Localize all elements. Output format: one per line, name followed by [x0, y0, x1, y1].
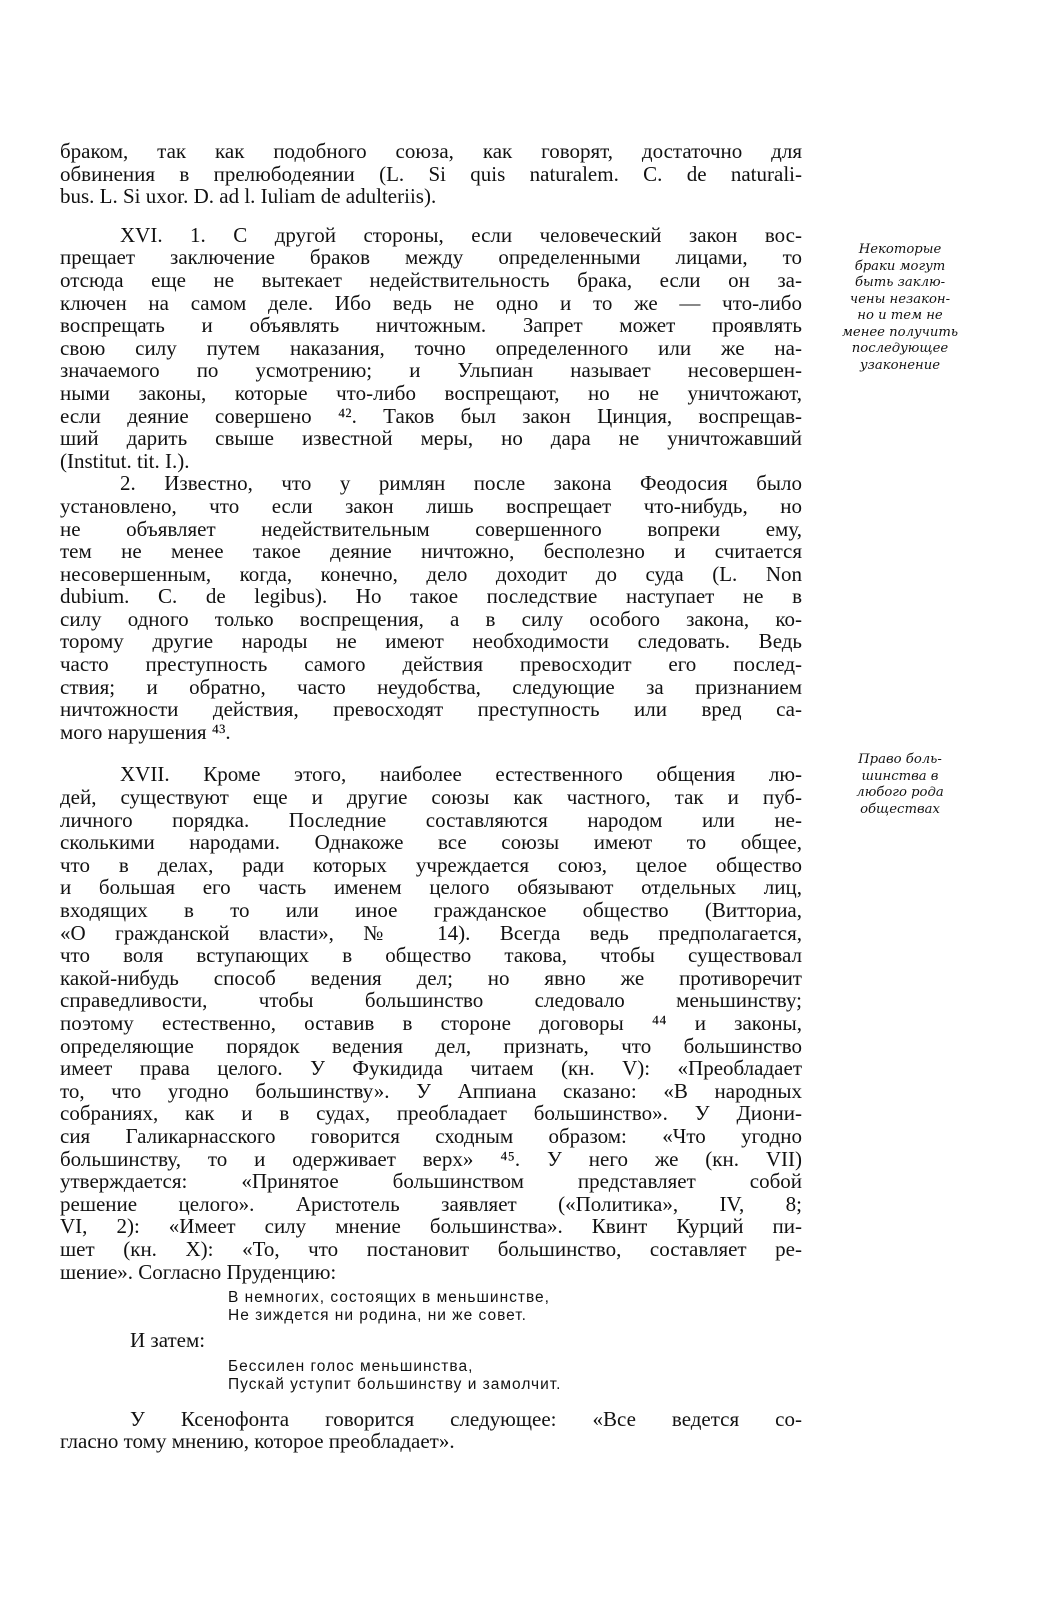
- verse-quote-1: [228, 1289, 698, 1325]
- margin-note-line: последующее: [851, 341, 949, 356]
- text-line: обвинения в прелюбодеянии (L. Si quis naturalem. C. de naturali-: [60, 161, 802, 186]
- margin-note-line: узаконение: [860, 357, 940, 373]
- text-line: собраниях, как и в судах, преобладает большинство». У Диони-: [60, 1101, 802, 1126]
- text-line: воспрещать и объявлять ничтожным. Запрет может проявлять: [60, 313, 802, 338]
- margin-note-line: менее получить: [841, 324, 959, 340]
- text-line: мого нарушения ⁴³.: [60, 719, 231, 744]
- text-line: 2. Известно, что у римлян после закона Феодосия было: [120, 471, 802, 496]
- main-text-column: [60, 140, 802, 1453]
- margin-note-line: шинства в: [861, 768, 939, 784]
- text-line: ничтожности действия, превосходят преступность или вред са-: [60, 697, 802, 722]
- margin-note-marriages: [820, 242, 980, 374]
- closing-paragraph: [60, 1408, 802, 1453]
- text-line: определяющие порядок ведения дел, признать, что большинство: [60, 1033, 802, 1058]
- margin-note-line: обществах: [860, 801, 940, 817]
- text-line: отсюда еще не вытекает недействительность брака, если он за-: [60, 267, 802, 292]
- verse-line: Бессилен голос меньшинства,: [228, 1357, 474, 1375]
- text-line: dubium. C. de legibus). Но такое последствие наступает не в: [60, 584, 802, 609]
- verse-line: Не зиждется ни родина, ни же совет.: [228, 1307, 527, 1325]
- text-line: «О гражданской власти», № 14). Всегда ведь предполагается,: [60, 920, 802, 945]
- section-xvi-paragraph-2: [60, 472, 802, 743]
- text-line: установлено, что если закон лишь воспрещает что-нибудь, но: [60, 493, 802, 518]
- text-line: личного порядка. Последние составляются народом или не-: [60, 807, 802, 832]
- text-line: тем не менее такое деяние ничтожно, бесполезно и считается: [60, 539, 802, 564]
- text-line: шение». Согласно Пруденцию:: [60, 1259, 337, 1284]
- text-line: VI, 2): «Имеет силу мнение большинства». Квинт Курций пи-: [60, 1214, 802, 1239]
- text-line: справедливости, чтобы большинство следовало меньшинству;: [60, 988, 802, 1013]
- text-line: значаемого по усмотрению; и Ульпиан называет несовершен-: [60, 358, 802, 383]
- text-line: ными законы, которые что-либо воспрещают, но не уничтожают,: [60, 380, 802, 405]
- text-line: ший дарить свыше известной меры, но дара не уничтожавший: [60, 426, 802, 451]
- text-line: ключен на самом деле. Ибо ведь не одно и то же — что-либо: [60, 290, 802, 315]
- section-xvi-paragraph-1: [60, 224, 802, 473]
- text-line: то, что угодно большинству». У Аппиана сказано: «В народных: [60, 1078, 802, 1103]
- text-line: не объявляет недействительным совершенного вопреки ему,: [60, 516, 802, 541]
- text-line: несовершенным, когда, конечно, дело доходит до суда (L. Non: [60, 561, 802, 586]
- verse-line: Пускай уступит большинству и замолчит.: [228, 1375, 562, 1393]
- margin-note-line: любого рода: [856, 785, 944, 800]
- text-line: поэтому естественно, оставив в стороне договоры ⁴⁴ и законы,: [60, 1010, 802, 1035]
- margin-note-line: быть заклю-: [854, 275, 946, 290]
- margin-note-line: Право боль-: [858, 752, 942, 767]
- margin-note-line: чены незакон-: [849, 291, 951, 307]
- text-line: какой-нибудь способ ведения дел; но явно же противоречит: [60, 965, 802, 990]
- verse-quote-2: [228, 1358, 698, 1394]
- section-heading-line: XVII. Кроме этого, наиболее естественного общения лю-: [120, 762, 802, 787]
- text-line: и большая его часть именем целого обязывают отдельных лиц,: [60, 875, 802, 900]
- margin-note-line: браки могут: [854, 258, 946, 274]
- section-xvii-paragraph: [60, 763, 802, 1283]
- text-line: утверждается: «Принятое большинством представляет собой: [60, 1169, 802, 1194]
- text-line: bus. L. Si uxor. D. ad l. Iuliam de adulteriis).: [60, 184, 437, 209]
- text-line: сия Галикарнасского говорится сходным образом: «Что угодно: [60, 1123, 802, 1148]
- paragraph-continuation: [60, 140, 802, 208]
- text-line: ствия; и обратно, часто неудобства, следующие за признанием: [60, 674, 802, 699]
- text-line: большинству, то и одерживает верх» ⁴⁵. У него же (кн. VII): [60, 1146, 802, 1171]
- text-line: торому другие народы не имеют необходимости следовать. Ведь: [60, 629, 802, 654]
- text-line: входящих в то или иное гражданское общество (Витториа,: [60, 898, 802, 922]
- text-line: решение целого». Аристотель заявляет («Политика», IV, 8;: [60, 1191, 802, 1216]
- text-line: браком, так как подобного союза, как говорят, достаточно для: [60, 139, 802, 163]
- text-line: У Ксенофонта говорится следующее: «Все ведется со-: [130, 1406, 802, 1431]
- text-line: И затем:: [130, 1328, 206, 1353]
- text-line: дей, существуют еще и другие союзы как частного, так и пуб-: [60, 785, 802, 810]
- text-line: силу одного только воспрещения, а в силу особого закона, ко-: [60, 606, 802, 631]
- text-line: прещает заключение браков между определенными лицами, то: [60, 245, 802, 270]
- text-line: (Institut. tit. I.).: [60, 448, 190, 473]
- text-line: если деяние совершено ⁴². Таков был закон Цинция, воспрещав-: [60, 403, 802, 428]
- verse-line: В немногих, состоящих в меньшинстве,: [228, 1289, 550, 1307]
- margin-note-line: Некоторые: [858, 242, 942, 257]
- text-line: что воля вступающих в общество такова, чтобы существовал: [60, 943, 802, 968]
- text-line: часто преступность самого действия превосходит его послед-: [60, 652, 802, 677]
- text-line: свою силу путем наказания, точно определенного или же на-: [60, 335, 802, 360]
- margin-note-line: но и тем не: [857, 308, 943, 323]
- section-heading-line: XVI. 1. С другой стороны, если человеческий закон вос-: [120, 222, 802, 247]
- text-line: шет (кн. X): «То, что постановит большинство, составляет ре-: [60, 1236, 802, 1261]
- text-line: что в делах, ради которых учреждается союз, целое общество: [60, 852, 802, 877]
- margin-note-majority: [820, 752, 980, 818]
- text-line: имеет права целого. У Фукидида читаем (кн. V): «Преобладает: [60, 1056, 802, 1081]
- text-line: гласно тому мнению, которое преобладает».: [60, 1429, 455, 1454]
- connector-line: [60, 1329, 802, 1352]
- text-line: сколькими народами. Однакоже все союзы имеют то общее,: [60, 830, 802, 855]
